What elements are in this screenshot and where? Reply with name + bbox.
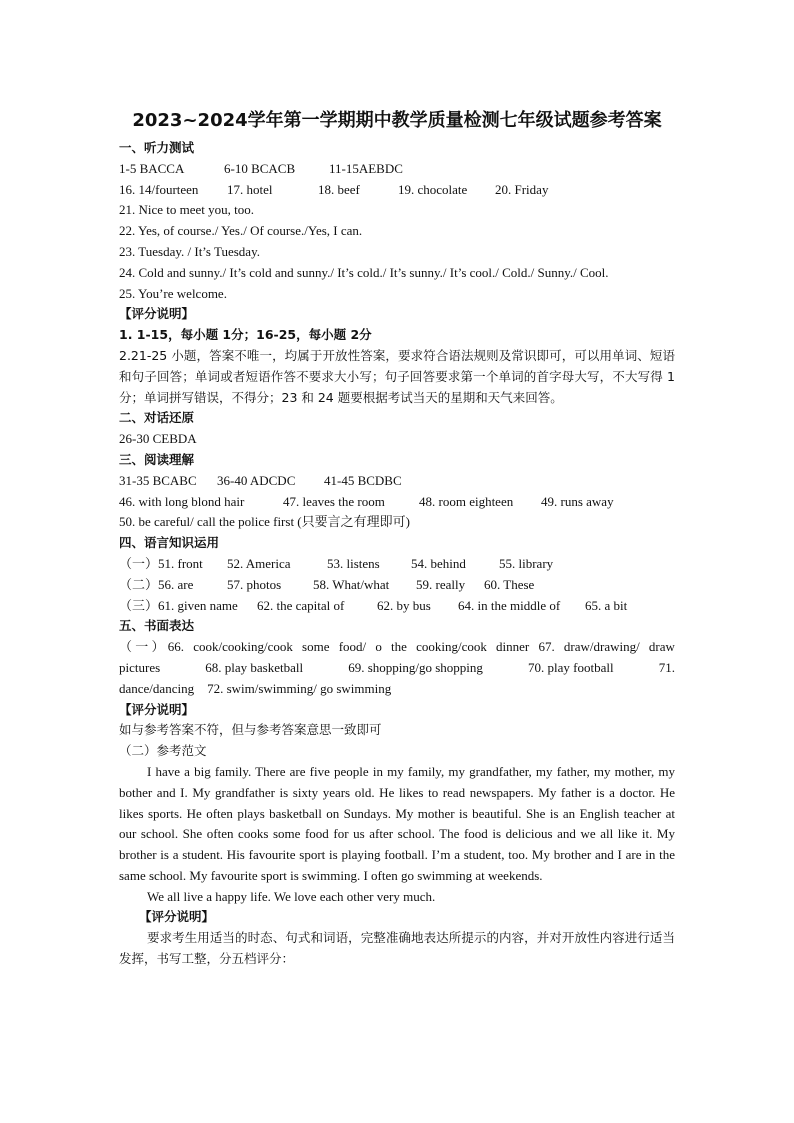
scoring-note: 如与参考答案不符，但与参考答案意思一致即可 (119, 722, 382, 738)
answer-23: 23. Tuesday. / It’s Tuesday. (119, 243, 260, 259)
answer-token: some (302, 639, 330, 655)
answer-token: food/ (338, 639, 367, 655)
section-heading-listening: 一、听力测试 (119, 140, 195, 155)
section-heading-dialogue: 二、对话还原 (119, 410, 195, 426)
answer-group: 41-45 BCDBC (324, 472, 402, 488)
answer-row-46-49 (119, 492, 675, 513)
answer-row-67-71 (119, 658, 675, 679)
sample-essay-paragraph-2: We all live a happy life. We love each other very much. (147, 888, 436, 904)
answer-token: 67. (538, 639, 555, 655)
answer-group: 11-15AEBDC (329, 160, 403, 176)
answer-token: pictures (119, 659, 161, 675)
answer-item: 46. with long blond hair (119, 493, 245, 509)
answer-item: （一）51. front (119, 555, 203, 571)
answer-token: （ 一 ） 66. (119, 639, 185, 655)
answer-item: （二）56. are (119, 576, 194, 592)
answer-group: 36-40 ADCDC (217, 472, 296, 488)
section-heading-writing: 五、书面表达 (119, 618, 195, 634)
answer-item: 60. These (484, 576, 535, 592)
answer-row-31-45 (119, 471, 675, 492)
answer-item: 20. Friday (495, 181, 549, 197)
answer-item: 62. by bus (377, 597, 431, 613)
answer-item: 58. What/what (313, 576, 390, 592)
answer-token: cooking/cook (416, 639, 487, 655)
answer-item: 47. leaves the room (283, 493, 385, 509)
answer-token: 69. shopping/go shopping (348, 659, 483, 675)
scoring-rule-2: 2.21-25 小题，答案不唯一，均属于开放性答案，要求符合语法规则及常识即可，可以用单词、短语和句子回答；单词或者短语作答不要求大小写；句子回答要求第一个单词的首字母大写，不大写得 1分；单词拼写错误，不得分；23 和 24 题要根据考试当天的星期和天气来回答。 (119, 347, 675, 405)
scoring-heading: 【评分说明】 (139, 909, 215, 925)
answer-item: 18. beef (318, 181, 360, 197)
answer-item: 52. America (227, 555, 291, 571)
answer-item: 54. behind (411, 555, 466, 571)
section-heading-reading: 三、阅读理解 (119, 451, 195, 467)
answer-group: 6-10 BCACB (224, 160, 296, 176)
answer-token: the (391, 639, 407, 655)
answer-24: 24. Cold and sunny./ It’s cold and sunny./ It’s cold./ It’s sunny./ It’s cool./ Cold./ Sunny./ Cool. (119, 264, 609, 280)
answer-21: 21. Nice to meet you, too. (119, 202, 255, 218)
answer-item: 55. library (499, 555, 554, 571)
answer-item: 57. photos (227, 576, 282, 592)
answer-row-66-67 (119, 637, 675, 658)
answer-22: 22. Yes, of course./ Yes./ Of course./Yes, I can. (119, 223, 363, 239)
answer-token: 70. play football (528, 659, 614, 675)
answer-item: 49. runs away (541, 493, 614, 509)
answer-token: cook/cooking/cook (193, 639, 293, 655)
answer-item: 19. chocolate (398, 181, 468, 197)
answer-row-56-60 (119, 575, 675, 596)
answer-item: 65. a bit (585, 597, 628, 613)
answer-26-30: 26-30 CEBDA (119, 431, 197, 447)
answer-item: 59. really (416, 576, 466, 592)
answer-row-16-20 (119, 180, 675, 201)
answer-group: 31-35 BCABC (119, 472, 197, 488)
answer-item: 16. 14/fourteen (119, 181, 199, 197)
section-heading-language: 四、语言知识运用 (119, 535, 220, 551)
scoring-criteria-text: 要求考生用适当的时态、句式和词语，完整准确地表达所提示的内容，并对开放性内容进行适当发挥，书写工整，分五档评分： (119, 930, 675, 967)
answer-token: 71. (658, 659, 675, 675)
answer-item: （三）61. given name (119, 597, 238, 613)
answer-25: 25. You’re welcome. (119, 285, 227, 301)
answer-token: draw (648, 639, 675, 655)
answer-item: 62. the capital of (257, 597, 345, 613)
answer-item: 17. hotel (227, 181, 273, 197)
answer-group: 1-5 BACCA (119, 160, 185, 176)
answer-item: 48. room eighteen (419, 493, 514, 509)
page-title: 2023~2024学年第一学期期中教学质量检测七年级试题参考答案 (132, 110, 662, 131)
answer-row-61-65 (119, 596, 675, 617)
answer-token: draw/drawing/ (563, 639, 640, 655)
answer-token: dinner (496, 639, 530, 655)
answer-token: o (375, 639, 382, 655)
sample-essay-paragraph-1: I have a big family. There are five people in my family, my grandfather, my father, my mother, my bother and I. My grandfather is sixty years old. He likes to read newspapers. My father is a doctor. He likes sports. He often plays basketball on Sundays. My mother is beautiful. She is an English teacher at our school. She often cooks some food for us after school. The food is delicious and we all like it. My brother is a student. His favourite sport is playing football. I’m a student, too. My brother and I are in the same school. My favourite sport is swimming. I often go swimming at weekends. (119, 763, 675, 883)
scoring-heading: 【评分说明】 (119, 701, 195, 717)
answer-50: 50. be careful/ call the police first (只要言之有理即可) (119, 514, 410, 530)
sample-essay-heading: （二）参考范文 (119, 743, 207, 759)
document-body (119, 138, 675, 970)
answer-item: 64. in the middle of (458, 597, 561, 613)
scoring-heading: 【评分说明】 (119, 306, 195, 322)
answer-token: 68. play basketball (205, 659, 304, 675)
answer-item: 53. listens (327, 555, 380, 571)
scoring-rule-1: 1. 1-15，每小题 1分；16-25，每小题 2分 (119, 327, 372, 343)
answer-row-51-55 (119, 554, 675, 575)
answer-row-1-15 (119, 159, 675, 180)
answer-row-71-72: dance/dancing 72. swim/swimming/ go swimming (119, 680, 392, 696)
